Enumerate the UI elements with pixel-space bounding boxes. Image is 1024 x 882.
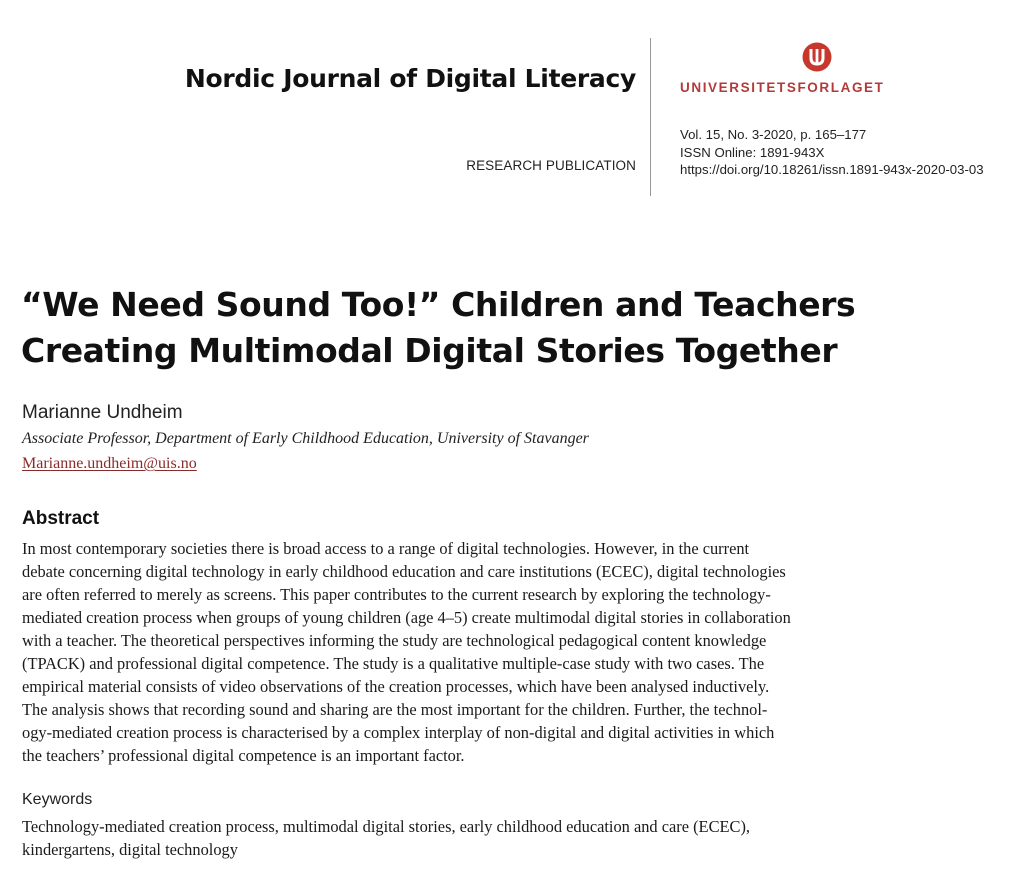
abstract-heading: Abstract <box>22 508 100 529</box>
universitetsforlaget-logo-icon <box>802 42 832 72</box>
doi-link[interactable]: https://doi.org/10.18261/issn.1891-943x-2020-03-03 <box>680 162 984 177</box>
abstract-line: The analysis shows that recording sound and sharing are the most important for the children. Further, the technol- <box>22 700 768 719</box>
abstract-line: ogy-mediated creation process is characterised by a complex interplay of non-digital and digital activities in which <box>22 723 775 742</box>
author-name: Marianne Undheim <box>22 402 183 423</box>
keywords-line: Technology-mediated creation process, multimodal digital stories, early childhood education and care (ECEC), <box>22 817 751 836</box>
abstract-line: the teachers’ professional digital competence is an important factor. <box>22 746 465 765</box>
volume-info: Vol. 15, No. 3-2020, p. 165–177 <box>680 127 867 142</box>
abstract-line: (TPACK) and professional digital competence. The study is a qualitative multiple-case study with two cases. The <box>22 654 765 673</box>
article-title <box>21 282 1011 374</box>
issn: ISSN Online: 1891-943X <box>680 144 825 160</box>
publication-meta <box>680 126 984 179</box>
abstract-line: debate concerning digital technology in early childhood education and care institutions (ECEC), digital technologies <box>22 562 786 581</box>
article-title-line: Creating Multimodal Digital Stories Together <box>21 331 838 370</box>
author-email-link[interactable]: Marianne.undheim@uis.no <box>22 455 197 472</box>
keywords-line: kindergartens, digital technology <box>22 840 238 859</box>
author-affiliation: Associate Professor, Department of Early Childhood Education, University of Stavanger <box>22 430 589 447</box>
keywords-body <box>22 815 750 861</box>
header-divider <box>650 38 651 196</box>
publisher-name: UNIVERSITETSFORLAGET <box>680 80 885 95</box>
abstract-line: are often referred to merely as screens. This paper contributes to the current research by exploring the technology- <box>22 585 771 604</box>
journal-title: Nordic Journal of Digital Literacy <box>184 64 636 93</box>
abstract-body <box>22 537 917 767</box>
abstract-line: mediated creation process when groups of young children (age 4–5) create multimodal digital stories in collaboration <box>22 608 791 627</box>
abstract-line: with a teacher. The theoretical perspectives informing the study are technological pedagogical content knowledge <box>22 631 767 650</box>
article-title-line: “We Need Sound Too!” Children and Teachers <box>21 285 856 324</box>
keywords-heading: Keywords <box>22 791 93 808</box>
abstract-line: empirical material consists of video observations of the creation processes, which have been analysed inductively. <box>22 677 770 696</box>
publication-type: RESEARCH PUBLICATION <box>466 158 636 173</box>
journal-header <box>185 64 636 93</box>
abstract-line: In most contemporary societies there is broad access to a range of digital technologies. However, in the current <box>22 539 750 558</box>
